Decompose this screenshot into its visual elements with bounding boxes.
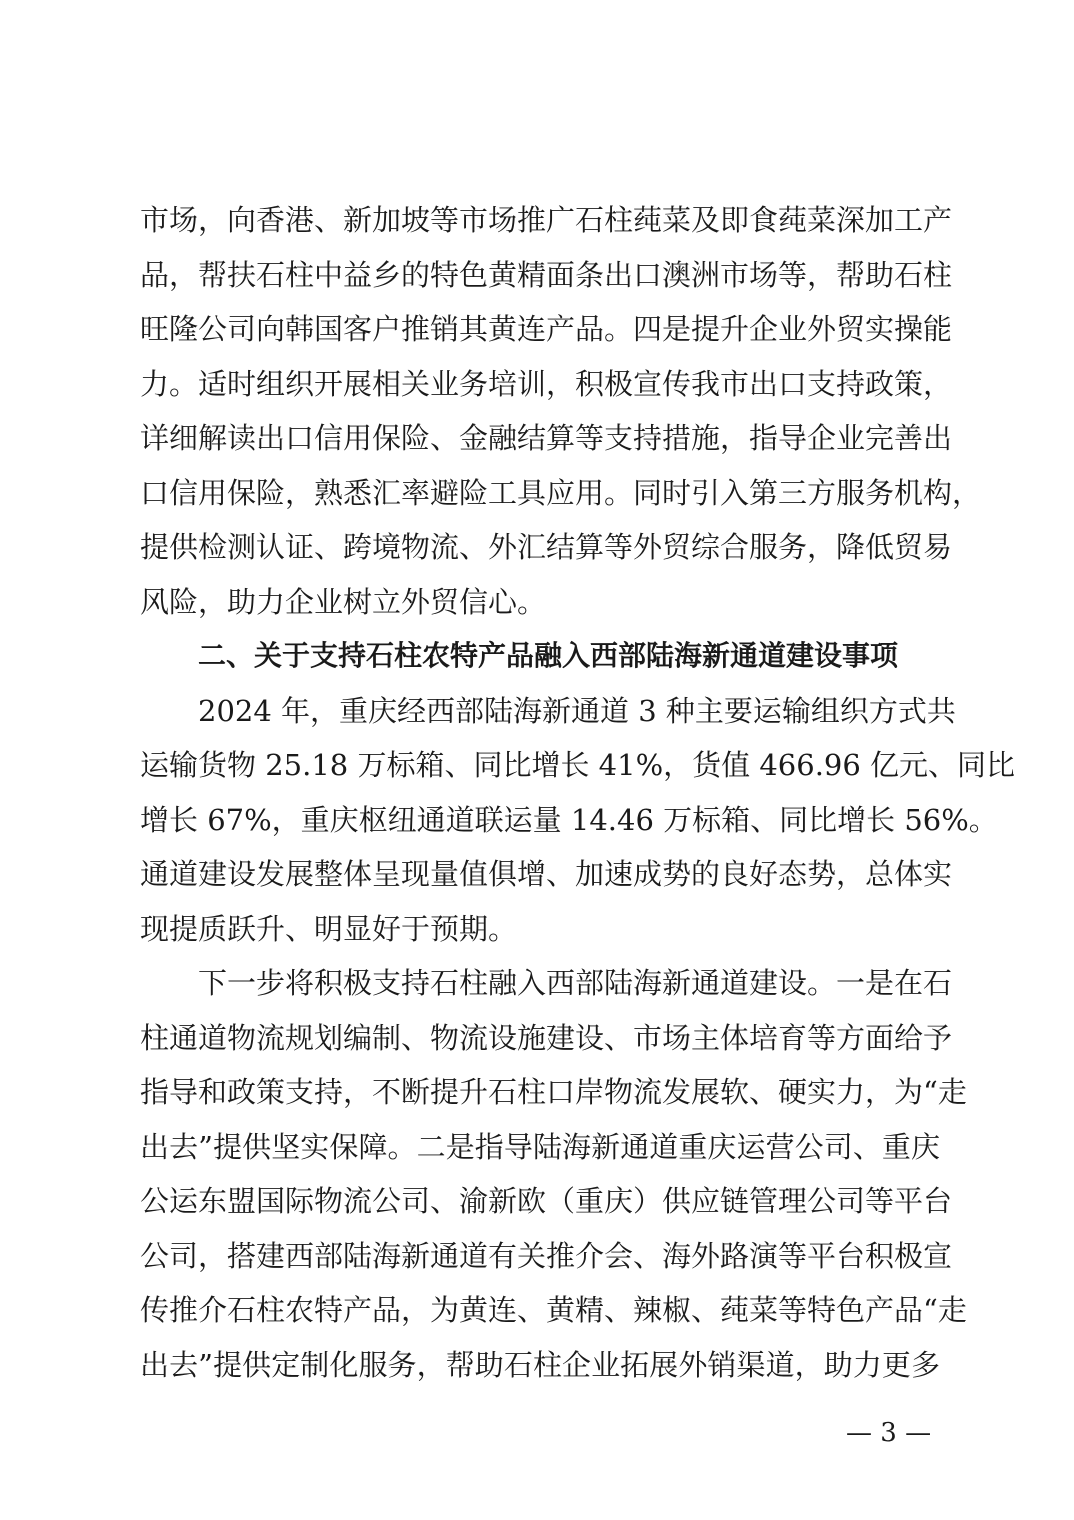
page-number: — 3 —	[846, 1418, 932, 1448]
text-line: 通道建设发展整体呈现量值俱增、加速成势的良好态势，总体实	[140, 857, 953, 891]
section-heading: 二、关于支持石柱农特产品融入西部陆海新通道建设事项	[198, 639, 899, 672]
text-line: 现提质跃升、明显好于预期。	[140, 911, 518, 946]
text-line: 公运东盟国际物流公司、渝新欧（重庆）供应链管理公司等平台	[140, 1184, 953, 1218]
text-line: 风险，助力企业树立外贸信心。	[140, 584, 547, 619]
document-body	[140, 193, 1016, 1392]
text-line: 公司，搭建西部陆海新通道有关推介会、海外路演等平台积极宣	[140, 1238, 953, 1273]
text-line: 品，帮扶石柱中益乡的特色黄精面条出口澳洲市场等，帮助石柱	[140, 257, 953, 292]
paragraph-next-steps	[140, 956, 967, 1392]
paragraph-continuation	[140, 193, 982, 629]
text-line: 增长 67%，重庆枢纽通道联运量 14.46 万标箱、同比增长 56%。	[140, 802, 998, 837]
text-line: 运输货物 25.18 万标箱、同比增长 41%，货值 466.96 亿元、同比	[140, 748, 1016, 782]
text-line: 传推介石柱农特产品，为黄连、黄精、辣椒、莼菜等特色产品“走	[140, 1293, 967, 1327]
text-line: 提供检测认证、跨境物流、外汇结算等外贸综合服务，降低贸易	[140, 530, 953, 564]
text-line: 口信用保险，熟悉汇率避险工具应用。同时引入第三方服务机构，	[140, 475, 982, 510]
text-line: 柱通道物流规划编制、物流设施建设、市场主体培育等方面给予	[140, 1020, 953, 1055]
paragraph-statistics	[140, 684, 1016, 957]
text-line: 出去”提供定制化服务，帮助石柱企业拓展外销渠道，助力更多	[140, 1347, 940, 1382]
text-line: 2024 年，重庆经西部陆海新通道 3 种主要运输组织方式共	[198, 693, 956, 728]
text-line: 下一步将积极支持石柱融入西部陆海新通道建设。一是在石	[198, 966, 953, 1000]
text-line: 详细解读出口信用保险、金融结算等支持措施，指导企业完善出	[140, 421, 953, 455]
text-line: 指导和政策支持，不断提升石柱口岸物流发展软、硬实力，为“走	[140, 1075, 967, 1109]
text-line: 出去”提供坚实保障。二是指导陆海新通道重庆运营公司、重庆	[140, 1129, 940, 1164]
text-line: 市场，向香港、新加坡等市场推广石柱莼菜及即食莼菜深加工产	[140, 203, 953, 237]
text-line: 旺隆公司向韩国客户推销其黄连产品。四是提升企业外贸实操能	[140, 312, 953, 346]
text-line: 力。适时组织开展相关业务培训，积极宣传我市出口支持政策，	[140, 366, 953, 401]
